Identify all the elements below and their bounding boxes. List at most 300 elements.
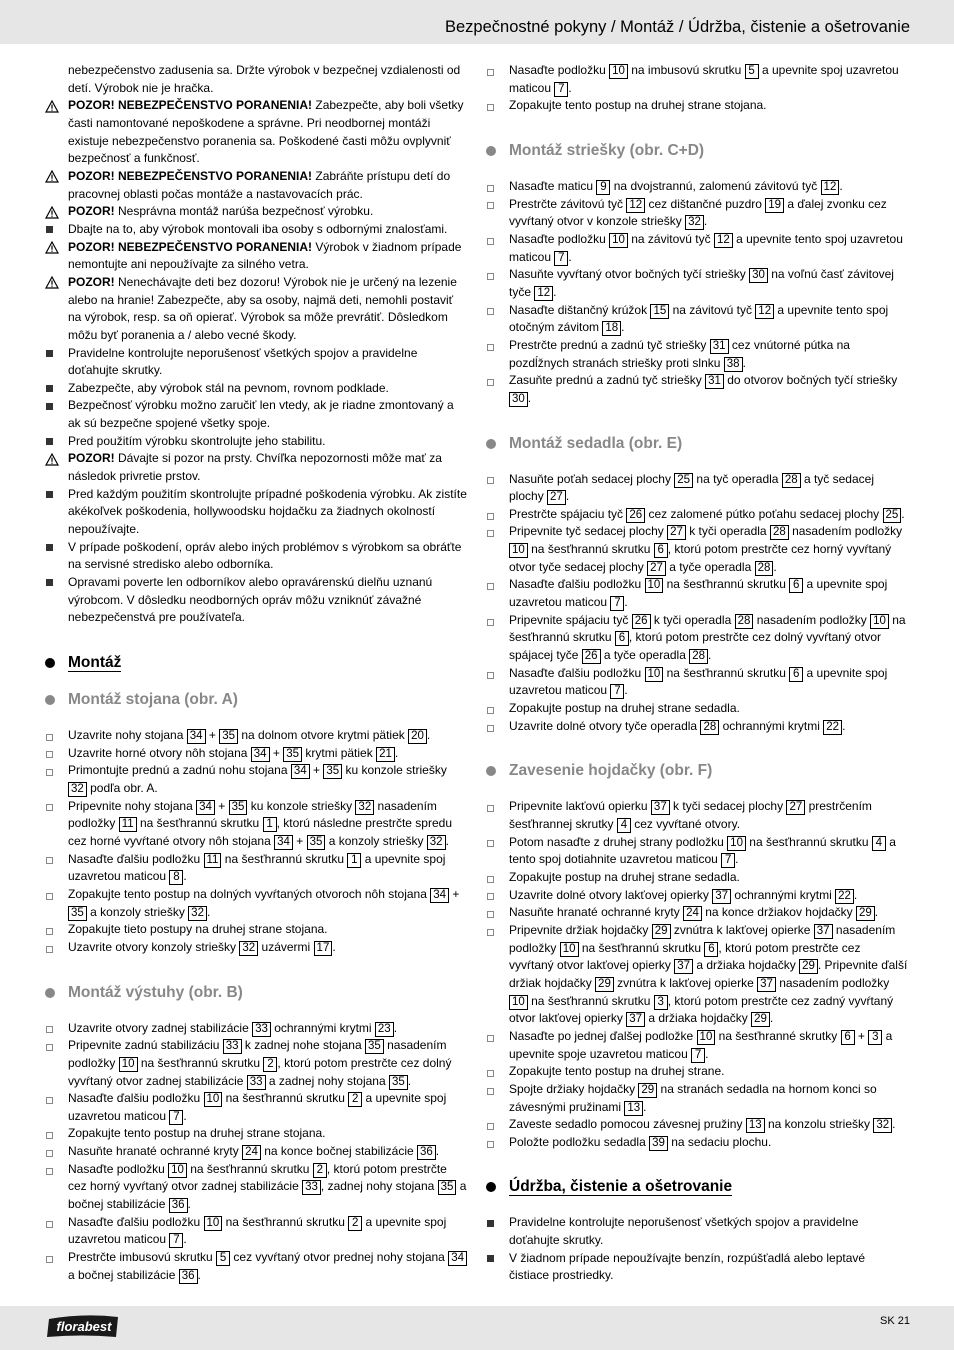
step-checkbox-icon <box>486 337 502 355</box>
step-checkbox-icon <box>486 1134 502 1152</box>
body-text: . <box>445 833 449 848</box>
part-number-box: 34 <box>274 835 293 850</box>
body-text: . <box>853 887 858 902</box>
body-text: Uzavrite otvory konzoly striešky <box>68 939 240 954</box>
spacer <box>486 1151 908 1177</box>
part-number-box: 28 <box>755 561 774 576</box>
body-text: . <box>901 506 905 521</box>
body-text: Bezpečnosť výrobku možno zaručiť len vtedy, ak je riadne zmontovaný a ak sú bezpečne spojené všetky spoje. <box>68 398 454 431</box>
body-text: . Pripevnite ďalší držiak hojdačky <box>509 958 908 990</box>
body-text: + <box>292 833 307 848</box>
step-checkbox-icon <box>45 1125 61 1143</box>
part-number-box: 27 <box>667 525 686 540</box>
body-text: a upevnite spoj uzavretou maticou <box>68 851 446 884</box>
part-number-box: 12 <box>626 198 645 213</box>
body-text: , ktorú potom prestrčte cez horný vyvŕtaný otvor zadnej stabilizácie <box>68 1161 447 1194</box>
list-item <box>45 345 467 380</box>
list-item <box>45 851 467 886</box>
part-number-box: 35 <box>219 729 238 744</box>
body-text: Pripevnite držiak hojdačky <box>509 922 652 937</box>
bullet-square-icon <box>45 380 61 398</box>
step-checkbox-icon <box>486 506 502 524</box>
part-number-box: 33 <box>223 1039 242 1054</box>
part-number-box: 37 <box>757 977 776 992</box>
part-number-box: 37 <box>626 1012 645 1027</box>
body-text: Zopakujte tieto postupy na druhej strane stojana. <box>68 922 328 937</box>
part-number-box: 15 <box>650 304 669 319</box>
part-number-box: 21 <box>376 747 395 762</box>
part-number-box: 31 <box>710 339 729 354</box>
body-text: . <box>568 80 572 95</box>
part-number-box: 10 <box>509 995 528 1010</box>
list-item <box>45 274 467 345</box>
part-number-box: 22 <box>823 720 842 735</box>
body-text: . <box>553 284 557 299</box>
part-number-box: 10 <box>609 64 628 79</box>
part-number-box: 2 <box>348 1216 362 1231</box>
list-item <box>486 798 908 833</box>
heading-bullet-icon <box>45 695 55 705</box>
list-item <box>45 1161 467 1214</box>
body-text: uzávermi <box>258 939 314 954</box>
list-item <box>45 450 467 485</box>
list-item <box>486 178 908 196</box>
part-number-box: 12 <box>534 286 553 301</box>
body-text: k tyči sedacej plochy <box>669 799 787 814</box>
part-number-box: 33 <box>302 1180 321 1195</box>
body-text: Nasaďte podložku <box>509 63 610 77</box>
section-heading <box>486 434 908 454</box>
body-text: Zabezpečte, aby výrobok stál na pevnom, rovnom podklade. <box>68 380 389 395</box>
body-text: Pripevnite zadnú stabilizáciu <box>68 1038 223 1053</box>
step-checkbox-icon <box>486 665 502 683</box>
list-item <box>45 221 467 239</box>
body-text: cez zalomené pútko poťahu sedacej plochy <box>645 506 883 521</box>
list-item <box>486 718 908 736</box>
right-column <box>486 62 908 1285</box>
body-text: . <box>621 320 625 335</box>
step-checkbox-icon <box>45 1020 61 1038</box>
body-text: cez dištančné puzdro <box>645 196 766 211</box>
part-number-box: 27 <box>786 800 805 815</box>
step-checkbox-icon <box>486 834 502 852</box>
part-number-box: 9 <box>596 180 610 195</box>
body-text: Prestrčte spájaciu tyč <box>509 506 627 521</box>
list-item <box>486 471 908 506</box>
body-text: cez vnútorné pútka na pozdĺžnych stranách striešky proti slnku <box>509 337 850 370</box>
list-item <box>45 939 467 957</box>
body-text: Nasaďte ďalšiu podložku <box>509 577 645 592</box>
body-text: a tyče operadla <box>600 648 690 663</box>
list-item <box>486 665 908 700</box>
section-heading-text: Montáž stojana (obr. A) <box>68 691 238 708</box>
part-number-box: 29 <box>799 959 818 974</box>
step-checkbox-icon <box>45 1161 61 1179</box>
body-text: na šesťhrannú skrutku <box>222 1091 349 1106</box>
body-text: Pripevnite nohy stojana <box>68 798 197 813</box>
list-item <box>45 1037 467 1090</box>
body-text: na voľnú časť závitovej tyče <box>509 267 894 299</box>
body-text: Pripevnite tyč sedacej plochy <box>509 524 668 539</box>
part-number-box: 2 <box>263 1057 277 1072</box>
body-text: na dolnom otvore krytmi pätiek <box>238 728 409 742</box>
body-text: Spojte držiaky hojdačky <box>509 1081 639 1096</box>
body-text: krytmi pätiek <box>302 745 377 760</box>
body-text: Primontujte prednú a zadnú nohu stojana <box>68 763 291 778</box>
body-text: + <box>269 745 284 760</box>
list-item <box>486 1214 908 1249</box>
body-text: . <box>842 718 846 733</box>
part-number-box: 7 <box>554 251 568 266</box>
body-text: . <box>435 1144 440 1159</box>
body-text: prestrčením šesťhrannej skrutky <box>509 799 872 831</box>
body-text: Pravidelne kontrolujte neporušenosť všetkých spojov a pravidelne doťahujte skrutky. <box>509 1215 859 1248</box>
step-checkbox-icon <box>486 718 502 736</box>
list-item <box>486 97 908 115</box>
part-number-box: 32 <box>685 215 704 230</box>
list-item <box>45 762 467 797</box>
body-text: na konzolu striešky <box>764 1117 874 1132</box>
body-text: k zadnej nohe stojana <box>241 1038 365 1053</box>
part-number-box: 33 <box>247 1075 266 1090</box>
part-number-box: 10 <box>509 543 528 558</box>
warning-label: POZOR! NEBEZPEČENSTVO PORANENIA! <box>68 168 313 183</box>
body-text: . <box>708 648 712 663</box>
body-text: na závitovú tyč <box>669 302 756 317</box>
body-text: a tento spoj dotiahnite uzavretou maticou <box>509 834 896 867</box>
section-heading <box>45 690 467 710</box>
body-text: Uzavrite dolné otvory tyče operadla <box>509 718 701 733</box>
part-number-box: 34 <box>196 800 215 815</box>
body-text: . <box>393 1020 398 1035</box>
part-number-box: 4 <box>617 818 631 833</box>
body-text: Zasuňte prednú a zadnú tyč striešky <box>509 373 706 388</box>
body-text: V žiadnom prípade nepoužívajte benzín, rozpúšťadlá alebo leptavé čistiace prostriedky. <box>509 1250 866 1283</box>
body-text: Nasaďte po jednej ďalšej podložke <box>509 1028 697 1043</box>
body-text: Nesprávna montáž narúša bezpečnosť výrobku. <box>114 204 374 219</box>
step-checkbox-icon <box>486 1063 502 1081</box>
body-text: Nasaďte podložku <box>68 1161 169 1176</box>
part-number-box: 30 <box>749 268 768 283</box>
section-heading-text: Údržba, čistenie a ošetrovanie <box>509 1178 733 1196</box>
bullet-square-icon <box>45 486 61 504</box>
part-number-box: 37 <box>674 959 693 974</box>
part-number-box: 23 <box>375 1022 394 1037</box>
body-text: nasadením podložky <box>68 1038 447 1070</box>
body-text: ku konzole striešky <box>247 798 356 813</box>
body-text: Nenechávajte deti bez dozoru! Výrobok nie je určený na lezenie alebo na hranie! Zabezpečte, aby sa osoby, najmä deti, nemohli postaviť na výrobok, resp. sa oň opierať. Výrobok sa môže prevrátiť. Dôsledkom môžu byť poranenia a / alebo vecné škody. <box>68 274 457 342</box>
part-number-box: 18 <box>602 321 621 336</box>
body-text: . <box>568 249 572 264</box>
body-text: nasadením podložky <box>753 612 871 627</box>
step-checkbox-icon <box>486 700 502 718</box>
warning-label: POZOR! <box>68 274 115 289</box>
step-checkbox-icon <box>486 576 502 594</box>
list-item <box>486 196 908 231</box>
body-text: Dávajte si pozor na prsty. Chvíľka nepozornosti môže mať za následok privretie prstov. <box>68 451 442 484</box>
part-number-box: 26 <box>582 649 601 664</box>
part-number-box: 27 <box>647 561 666 576</box>
body-text: ochrannými krytmi <box>270 1020 375 1035</box>
body-text: + <box>205 728 220 742</box>
page-title: Bezpečnostné pokyny / Montáž / Údržba, čistenie a ošetrovanie <box>444 18 910 36</box>
part-number-box: 10 <box>119 1057 138 1072</box>
body-text: . <box>874 905 879 920</box>
step-checkbox-icon <box>45 745 61 763</box>
part-number-box: 1 <box>347 853 361 868</box>
body-text: Prestrčte imbusovú skrutku <box>68 1250 217 1265</box>
body-text: a upevnite tento spoj uzavretou maticou <box>509 231 903 264</box>
list-item <box>486 869 908 887</box>
heading-bullet-icon <box>45 658 55 668</box>
part-number-box: 25 <box>883 508 902 523</box>
florabest-logo <box>46 1313 122 1339</box>
warning-triangle-icon <box>45 97 61 115</box>
body-text: + <box>214 798 229 813</box>
list-item <box>45 1143 467 1161</box>
list-item <box>486 523 908 576</box>
body-text: . <box>742 355 746 370</box>
body-text: Pred každým použitím skontrolujte prípadné poškodenia výrobku. Ak zistíte akékoľvek poškodenia, hollywoodsku hojdačku za žiadnych okolností nepoužívajte. <box>68 486 467 537</box>
body-text: na šesťhrannú skrutku <box>527 993 654 1008</box>
body-text: . <box>394 745 399 760</box>
warning-triangle-icon <box>45 168 61 186</box>
body-text: Zopakujte tento postup na druhej strane stojana. <box>509 98 767 113</box>
part-number-box: 32 <box>68 782 87 797</box>
body-text: zvnútra k lakťovej opierke <box>613 975 758 990</box>
warning-triangle-icon <box>45 450 61 468</box>
heading-bullet-icon <box>486 439 496 449</box>
body-text: a držiaka hojdačky <box>693 958 800 973</box>
part-number-box: 32 <box>427 835 446 850</box>
body-text: Nasuňte vyvŕtaný otvor bočných tyčí striešky <box>509 267 750 282</box>
bullet-square-icon <box>45 345 61 363</box>
step-checkbox-icon <box>486 302 502 320</box>
body-text: , ktorú potom prestrčte cez dolný vyvŕtaný otvor zadnej stabilizácie <box>68 1055 452 1088</box>
body-text: . <box>769 1011 774 1026</box>
body-text: na tyč operadla <box>693 471 782 486</box>
body-text: Zopakujte tento postup na druhej strane. <box>509 1064 725 1079</box>
section-heading-text: Montáž <box>68 654 122 671</box>
page-header <box>0 0 954 44</box>
part-number-box: 11 <box>119 817 137 832</box>
body-text: Zabráňte prístupu detí do pracovnej oblasti počas montáže a nastavovacích prác. <box>68 168 451 201</box>
body-text: nasadením podložky <box>788 524 903 539</box>
part-number-box: 28 <box>700 720 719 735</box>
body-text: . <box>197 1267 201 1282</box>
list-item <box>486 1028 908 1063</box>
body-text: , ktorú potom prestrčte cez horný vyvŕtaný otvor tyče sedacej plochy <box>509 542 892 574</box>
list-item <box>45 1020 467 1038</box>
spacer <box>486 1197 908 1214</box>
body-text: Nasaďte maticu <box>509 178 597 193</box>
spacer <box>486 454 908 471</box>
list-item <box>45 203 467 221</box>
part-number-box: 10 <box>697 1030 716 1045</box>
body-text: Zopakujte postup na druhej strane sedadla. <box>509 869 740 884</box>
part-number-box: 4 <box>872 836 886 851</box>
part-number-box: 10 <box>645 578 664 593</box>
spacer <box>486 161 908 178</box>
body-text: Prestrčte prednú a zadnú tyč striešky <box>509 337 710 352</box>
body-text: . <box>407 1073 412 1088</box>
part-number-box: 7 <box>554 82 568 97</box>
section-heading-text: Zavesenie hojdačky (obr. F) <box>509 762 713 780</box>
body-text: k tyči operadla <box>650 612 735 627</box>
part-number-box: 26 <box>626 508 645 523</box>
body-text: Zopakujte tento postup na druhej strane stojana. <box>68 1126 326 1141</box>
list-item <box>45 1125 467 1143</box>
body-text: . <box>624 683 628 698</box>
heading-bullet-icon <box>45 988 55 998</box>
body-text: + <box>854 1028 869 1043</box>
list-item <box>45 239 467 274</box>
step-checkbox-icon <box>486 62 502 80</box>
part-number-box: 10 <box>870 614 889 629</box>
body-text: . <box>773 559 777 574</box>
spacer <box>45 710 467 727</box>
heading-bullet-icon <box>486 1182 496 1192</box>
part-number-box: 10 <box>204 1216 223 1231</box>
body-text: + <box>449 886 460 901</box>
bullet-square-icon <box>486 1214 502 1232</box>
part-number-box: 6 <box>704 942 718 957</box>
body-text: Prestrčte závitovú tyč <box>509 196 627 211</box>
body-text: a upevnite spoj uzavretou maticou <box>68 1091 447 1123</box>
part-number-box: 34 <box>448 1251 467 1266</box>
warning-triangle-icon <box>45 239 61 257</box>
body-text: . <box>839 178 843 193</box>
body-text: na šesťhrannú skrutku <box>578 940 705 955</box>
body-text: nasadením podložky <box>775 975 890 990</box>
body-text: . <box>735 852 739 867</box>
body-text: , ktorú potom prestrčte cez dolný vyvŕtaný otvor spájacej tyče <box>509 630 881 663</box>
body-text: Nasaďte ďalšiu podložku <box>68 851 204 866</box>
spacer <box>486 115 908 141</box>
body-text: . <box>183 1108 187 1123</box>
spacer <box>45 957 467 983</box>
part-number-box: 7 <box>691 1048 705 1063</box>
list-item <box>45 1214 467 1249</box>
body-text: Uzavrite otvory zadnej stabilizácie <box>68 1020 253 1035</box>
body-text: a upevnite spoje uzavretou maticou <box>509 1028 893 1061</box>
part-number-box: 10 <box>645 667 664 682</box>
part-number-box: 34 <box>251 747 270 762</box>
body-text: a tyč sedacej plochy <box>509 471 874 504</box>
part-number-box: 30 <box>509 392 528 407</box>
part-number-box: 36 <box>169 1198 188 1213</box>
body-text: Potom nasaďte z druhej strany podložku <box>509 834 728 849</box>
part-number-box: 35 <box>323 764 342 779</box>
warning-triangle-icon <box>45 274 61 292</box>
step-checkbox-icon <box>486 196 502 214</box>
body-text: Nasaďte ďalšiu podložku <box>509 665 645 680</box>
list-item <box>486 62 908 97</box>
list-item <box>45 539 467 574</box>
body-text: . <box>703 214 708 229</box>
left-column <box>45 62 467 1284</box>
list-item <box>45 168 467 203</box>
list-item <box>486 922 908 1028</box>
body-text: a upevnite spoj uzavretou maticou <box>509 63 899 95</box>
body-text: , ktorú potom prestrčte cez vyvŕtaný otvor lakťovej opierky <box>509 940 861 973</box>
bullet-square-icon <box>45 397 61 415</box>
part-number-box: 34 <box>187 729 206 744</box>
part-number-box: 35 <box>307 835 326 850</box>
part-number-box: 12 <box>755 304 774 319</box>
step-checkbox-icon <box>45 1037 61 1055</box>
part-number-box: 37 <box>814 924 833 939</box>
part-number-box: 35 <box>229 800 248 815</box>
part-number-box: 35 <box>283 747 302 762</box>
body-text: ku konzole striešky <box>342 763 447 778</box>
body-text: Nasuňte hranaté ochranné kryty <box>509 905 684 920</box>
step-checkbox-icon <box>486 798 502 816</box>
body-text: na šesťhrannú skrutku <box>509 612 906 645</box>
body-text: Zopakujte tento postup na dolných vyvŕtaných otvoroch nôh stojana <box>68 886 431 901</box>
body-text: na dvojstrannú, zalomenú závitovú tyč <box>610 178 821 193</box>
step-checkbox-icon <box>486 612 502 630</box>
spacer <box>45 1003 467 1020</box>
list-item <box>486 266 908 301</box>
list-item <box>486 337 908 372</box>
step-checkbox-icon <box>486 471 502 489</box>
body-text: , ktorú následne prestrčte spredu cez horné vyvŕtané otvory nôh stojana <box>68 816 452 848</box>
body-text: Nasaďte ďalšiu podložku <box>68 1214 204 1229</box>
body-text: Nasuňte hranaté ochranné kryty <box>68 1144 243 1159</box>
part-number-box: 11 <box>204 853 222 868</box>
section-heading <box>486 1177 908 1197</box>
step-checkbox-icon <box>486 1081 502 1099</box>
step-checkbox-icon <box>486 266 502 284</box>
list-item <box>486 302 908 337</box>
body-text: podľa obr. A. <box>86 780 158 795</box>
part-number-box: 37 <box>651 800 670 815</box>
step-checkbox-icon <box>45 886 61 904</box>
list-item <box>486 834 908 869</box>
list-item <box>486 1081 908 1116</box>
page-number: SK 21 <box>880 1315 910 1327</box>
list-item <box>45 886 467 921</box>
bullet-square-icon <box>45 433 61 451</box>
body-text: Pred použitím výrobku skontrolujte jeho stabilitu. <box>68 433 326 448</box>
body-text: Nasuňte poťah sedacej plochy <box>509 471 675 486</box>
part-number-box: 10 <box>204 1092 223 1107</box>
part-number-box: 32 <box>873 1118 892 1133</box>
part-number-box: 37 <box>712 889 731 904</box>
body-text: + <box>309 763 324 778</box>
body-text: . <box>643 1099 647 1114</box>
body-text: a bočnej stabilizácie <box>68 1267 179 1282</box>
list-item <box>486 1116 908 1134</box>
body-text: Nasaďte dištančný krúžok <box>509 302 651 317</box>
step-checkbox-icon <box>45 1143 61 1161</box>
step-checkbox-icon <box>45 1214 61 1232</box>
body-text: Uzavrite dolné otvory lakťovej opierky <box>509 887 713 902</box>
part-number-box: 25 <box>674 473 693 488</box>
step-checkbox-icon <box>486 231 502 249</box>
list-item <box>45 798 467 851</box>
part-number-box: 6 <box>654 543 668 558</box>
body-text: a tyče operadla <box>665 559 755 574</box>
part-number-box: 34 <box>430 888 449 903</box>
part-number-box: 6 <box>841 1030 855 1045</box>
part-number-box: 38 <box>724 357 743 372</box>
body-text: . <box>183 1232 187 1247</box>
part-number-box: 2 <box>348 1092 362 1107</box>
body-text: na šesťhrannú skrutku <box>137 1055 264 1070</box>
list-item <box>486 887 908 905</box>
